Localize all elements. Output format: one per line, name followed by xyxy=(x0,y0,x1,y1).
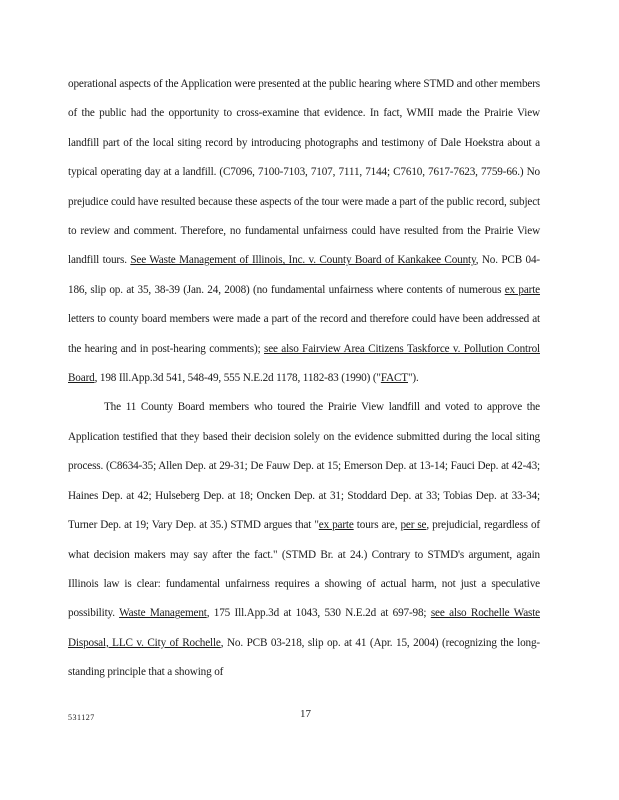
text-run: , No. PCB 04-186, slip op. at 35, 38-39 (Jan. 24, 2008) (no fundamental unfairness where contents of numerous xyxy=(68,254,540,296)
paragraph-p2 xyxy=(68,393,540,687)
text-run: "). xyxy=(408,372,419,385)
text-run: The 11 County Board members who toured the Prairie View landfill and voted to approve the Application testified that they based their decision solely on the evidence submitted during the local siting process. (C8634-35; Allen Dep. at 29-31; De Fauw Dep. at 15; Emerson Dep. at 13-14; Fauci Dep. at 42-43; Haines Dep. at 42; Hulseberg Dep. at 18; Oncken Dep. at 31; Stoddard Dep. at 33; Tobias Dep. at 33-34; Turner Dep. at 19; Vary Dep. at 35.) STMD argues that " xyxy=(68,401,540,532)
text-run: , No. PCB 03-218, slip op. at 41 (Apr. 15, 2004) (recognizing the long-standing principle that a showing of xyxy=(68,636,540,679)
citation-underlined: ex parte xyxy=(504,283,540,296)
text-run: , prejudicial, regardless of what decision makers may say after the fact." (STMD Br. at 24.) Contrary to STMD's argument, again Illinois law is clear: fundamental unfairness requires a showing of actual harm, not just a speculative possibility. xyxy=(68,519,540,620)
text-run: letters to county board members were made a part of the record and therefore could have been addressed at the hearing and in post-hearing comments); xyxy=(68,313,540,355)
page-number: 17 xyxy=(300,708,311,720)
citation-underlined: FACT xyxy=(380,372,408,385)
text-run: , 175 Ill.App.3d at 1043, 530 N.E.2d at 697-98; xyxy=(206,607,431,620)
citation-underlined: see also Fairview Area Citizens Taskforce v. Pollution Control Board xyxy=(68,342,540,385)
text-run: tours are, xyxy=(353,519,401,532)
citation-underlined: ex parte xyxy=(318,519,354,532)
document-number: 531127 xyxy=(68,713,95,722)
citation-underlined: see also Rochelle Waste Disposal, LLC v. City of Rochelle xyxy=(68,607,540,649)
citation-underlined: per se xyxy=(400,519,427,532)
citation-underlined: Waste Management xyxy=(119,607,207,620)
paragraph-p1 xyxy=(68,70,540,393)
body-text xyxy=(68,70,540,688)
text-run: , 198 Ill.App.3d 541, 548-49, 555 N.E.2d 1178, 1182-83 (1990) (" xyxy=(94,372,381,385)
citation-underlined: See Waste Management of Illinois, Inc. v. County Board of Kankakee County xyxy=(130,254,476,267)
text-run: operational aspects of the Application were presented at the public hearing where STMD and other members of the public had the opportunity to cross-examine that evidence. In fact, WMII made the Prairie View landfill part of the local siting record by introducing photographs and testimony of Dale Hoekstra about a typical operating day at a landfill. (C7096, 7100-7103, 7107, 7111, 7144; C7610, 7617-7623, 7759-66.) No prejudice could have resulted because these aspects of the tour were made a part of the public record, subject to review and comment. Therefore, no fundamental unfairness could have resulted from the Prairie View landfill tours. xyxy=(68,78,540,267)
